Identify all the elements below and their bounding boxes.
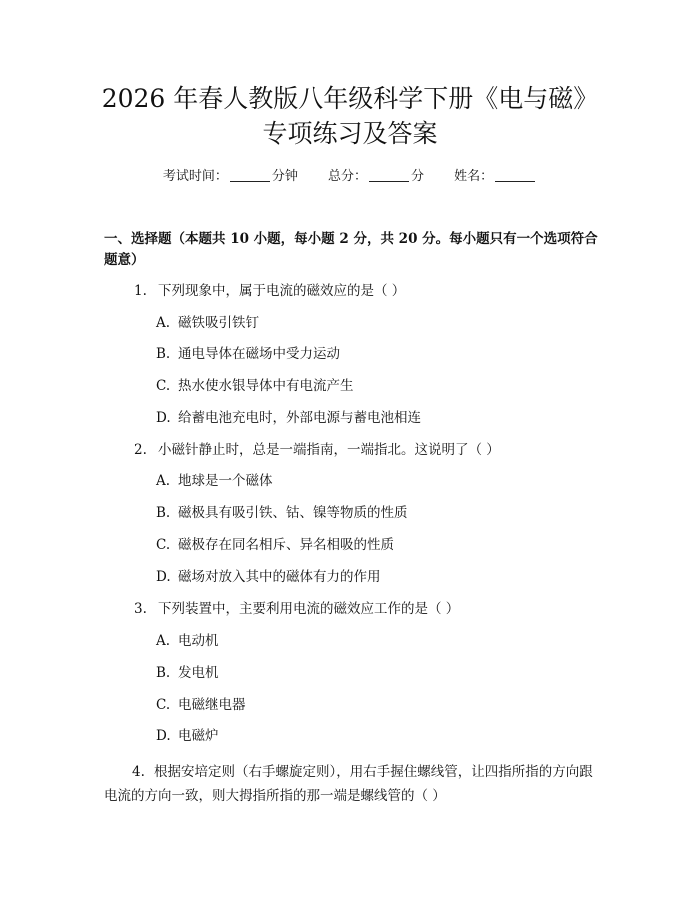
title-line-2: 专项练习及答案	[262, 119, 438, 148]
option-letter: B.	[156, 346, 171, 362]
time-field	[163, 167, 298, 187]
name-blank	[495, 167, 535, 182]
option-text: 磁极存在同名相斥、异名相吸的性质	[178, 537, 394, 553]
question	[134, 440, 500, 460]
score-field	[328, 167, 424, 187]
question-number: 3.	[134, 601, 147, 617]
option	[156, 663, 219, 683]
question	[104, 760, 604, 808]
score-unit: 分	[411, 169, 425, 184]
name-label: 姓名：	[454, 169, 494, 184]
option-letter: C.	[156, 378, 171, 394]
exam-meta	[0, 167, 700, 187]
question-text: 小磁针静止时，总是一端指南，一端指北。这说明了（ ）	[158, 442, 500, 458]
time-blank	[230, 167, 270, 182]
name-field	[454, 167, 537, 187]
option-letter: A.	[156, 633, 171, 649]
option	[156, 631, 219, 651]
option-text: 电磁继电器	[178, 697, 246, 713]
option	[156, 535, 394, 555]
option	[156, 408, 421, 428]
option-text: 磁极具有吸引铁、钴、镍等物质的性质	[178, 505, 408, 521]
option	[156, 567, 381, 587]
option	[156, 344, 340, 364]
option	[156, 376, 354, 396]
option-letter: B.	[156, 665, 171, 681]
score-blank	[369, 167, 409, 182]
option-text: 通电导体在磁场中受力运动	[178, 346, 340, 362]
option-text: 热水使水银导体中有电流产生	[178, 378, 354, 394]
option-text: 给蓄电池充电时，外部电源与蓄电池相连	[178, 410, 421, 426]
question-text: 根据安培定则（右手螺旋定则），用右手握住螺线管，让四指所指的方向跟电流的方向一致，则大拇指所指的那一端是螺线管的（ ）	[104, 764, 593, 804]
option-letter: D.	[156, 728, 171, 744]
title-line-1: 2026 年春人教版八年级科学下册《电与磁》	[101, 84, 599, 113]
question	[134, 281, 405, 301]
option	[156, 503, 408, 523]
option-text: 电磁炉	[178, 728, 219, 744]
option-letter: A.	[156, 315, 171, 331]
option-letter: D.	[156, 410, 171, 426]
section-heading: 一、选择题（本题共 10 小题，每小题 2 分，共 20 分。每小题只有一个选项符合题意）	[104, 231, 598, 268]
option-text: 电动机	[178, 633, 219, 649]
option-text: 地球是一个磁体	[178, 473, 273, 489]
option-text: 磁铁吸引铁钉	[178, 315, 259, 331]
score-label: 总分：	[327, 169, 367, 184]
question-text: 下列现象中，属于电流的磁效应的是（ ）	[158, 283, 406, 299]
question-number: 1.	[134, 283, 147, 299]
option-letter: C.	[156, 537, 171, 553]
option	[156, 695, 246, 715]
question	[134, 599, 459, 619]
time-unit: 分钟	[271, 169, 298, 184]
question-text: 下列装置中，主要利用电流的磁效应工作的是（ ）	[158, 601, 460, 617]
option-text: 磁场对放入其中的磁体有力的作用	[178, 569, 381, 585]
time-label: 考试时间：	[162, 169, 228, 184]
option	[156, 726, 219, 746]
option	[156, 471, 273, 491]
option-letter: B.	[156, 505, 171, 521]
option-letter: C.	[156, 697, 171, 713]
option	[156, 313, 259, 333]
option-text: 发电机	[178, 665, 219, 681]
question-number: 4.	[132, 764, 145, 780]
option-letter: D.	[156, 569, 171, 585]
question-number: 2.	[134, 442, 147, 458]
option-letter: A.	[156, 473, 171, 489]
